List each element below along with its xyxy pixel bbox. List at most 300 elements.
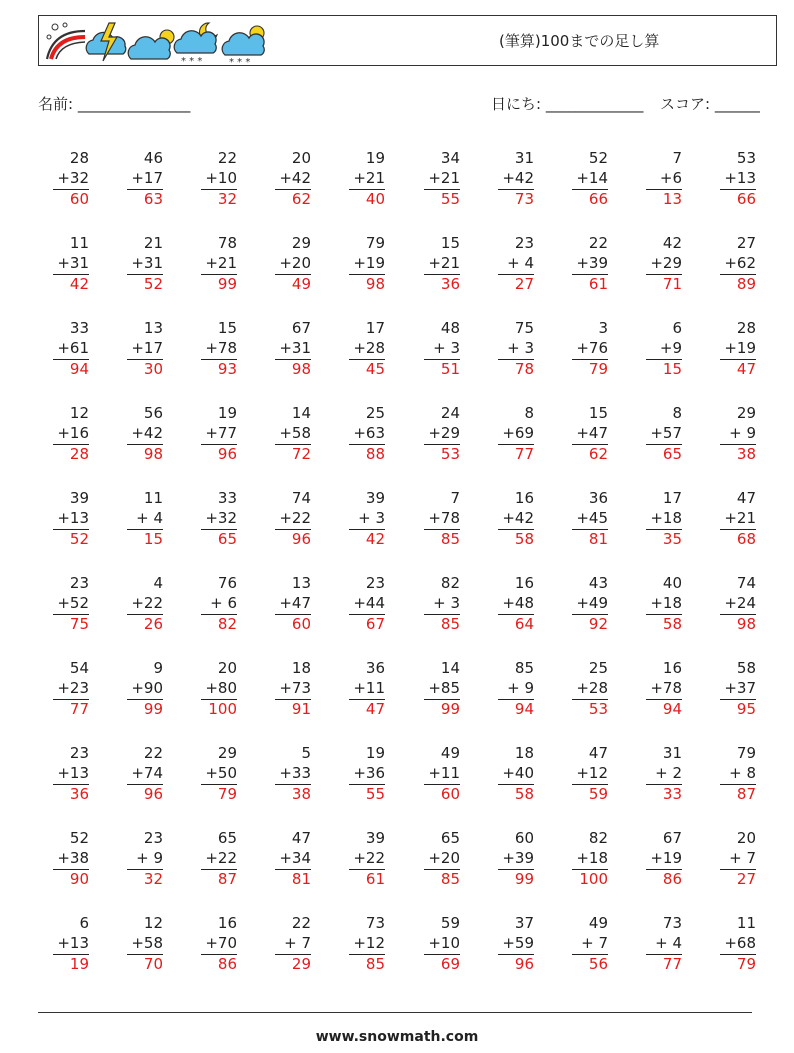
addend: +22 — [205, 848, 237, 867]
answer: 100 — [201, 699, 237, 718]
addend: +18 — [576, 848, 608, 867]
top-number: 40 — [662, 574, 682, 592]
problem-9-5 — [337, 829, 385, 888]
top-number: 19 — [365, 149, 385, 167]
addend: +21 — [724, 508, 756, 527]
addend: +68 — [724, 933, 756, 952]
problem-4-10 — [708, 404, 756, 463]
problem-6-1 — [41, 574, 89, 633]
addend: +47 — [279, 593, 311, 612]
addend: +42 — [279, 168, 311, 187]
top-number: 22 — [217, 149, 237, 167]
answer: 49 — [275, 274, 311, 293]
answer: 62 — [572, 444, 608, 463]
problem-1-10 — [708, 149, 756, 208]
top-number: 49 — [440, 744, 460, 762]
problem-5-10 — [708, 489, 756, 548]
top-number: 23 — [69, 744, 89, 762]
answer: 94 — [646, 699, 682, 718]
problem-10-5 — [337, 914, 385, 973]
problem-9-8 — [560, 829, 608, 888]
answer: 96 — [127, 784, 163, 803]
problem-7-2 — [115, 659, 163, 718]
answer: 81 — [572, 529, 608, 548]
addend: +19 — [724, 338, 756, 357]
top-number: 8 — [672, 404, 682, 422]
addend: +70 — [205, 933, 237, 952]
addend: +76 — [576, 338, 608, 357]
answer: 65 — [201, 529, 237, 548]
answer: 96 — [498, 954, 534, 973]
problem-1-9 — [634, 149, 682, 208]
top-number: 7 — [450, 489, 460, 507]
problem-10-8 — [560, 914, 608, 973]
answer: 29 — [275, 954, 311, 973]
top-number: 18 — [291, 659, 311, 677]
answer: 32 — [127, 869, 163, 888]
addend: + 4 — [655, 933, 682, 952]
addend: +22 — [353, 848, 385, 867]
answer: 77 — [53, 699, 89, 718]
addend: + 3 — [433, 338, 460, 357]
answer: 55 — [349, 784, 385, 803]
problem-10-10 — [708, 914, 756, 973]
top-number: 15 — [588, 404, 608, 422]
addend: +36 — [353, 763, 385, 782]
top-number: 54 — [69, 659, 89, 677]
answer: 58 — [646, 614, 682, 633]
answer: 32 — [201, 189, 237, 208]
top-number: 25 — [588, 659, 608, 677]
answer: 86 — [646, 869, 682, 888]
problem-7-10 — [708, 659, 756, 718]
addend: + 8 — [729, 763, 756, 782]
problem-3-5 — [337, 319, 385, 378]
answer: 64 — [498, 614, 534, 633]
top-number: 28 — [736, 319, 756, 337]
problem-1-3 — [189, 149, 237, 208]
answer: 81 — [275, 869, 311, 888]
top-number: 74 — [736, 574, 756, 592]
top-number: 53 — [736, 149, 756, 167]
addend: +14 — [576, 168, 608, 187]
problem-10-4 — [263, 914, 311, 973]
addend: +28 — [576, 678, 608, 697]
addend: +45 — [576, 508, 608, 527]
problem-10-3 — [189, 914, 237, 973]
addend: +20 — [279, 253, 311, 272]
top-number: 22 — [143, 744, 163, 762]
svg-text:* * *: * * * — [181, 56, 203, 65]
top-number: 78 — [217, 234, 237, 252]
problem-6-7 — [486, 574, 534, 633]
addend: +42 — [131, 423, 163, 442]
svg-text:* * *: * * * — [229, 57, 251, 65]
problem-7-4 — [263, 659, 311, 718]
addend: + 7 — [729, 848, 756, 867]
top-number: 5 — [301, 744, 311, 762]
top-number: 14 — [440, 659, 460, 677]
sun-snow-cloud-icon — [222, 26, 264, 65]
answer: 79 — [572, 359, 608, 378]
top-number: 15 — [217, 319, 237, 337]
addend: + 6 — [210, 593, 237, 612]
addend: +24 — [724, 593, 756, 612]
answer: 86 — [201, 954, 237, 973]
top-number: 58 — [736, 659, 756, 677]
answer: 36 — [53, 784, 89, 803]
answer: 93 — [201, 359, 237, 378]
top-number: 52 — [588, 149, 608, 167]
top-number: 36 — [588, 489, 608, 507]
name-field: 名前: _______________ — [38, 95, 191, 113]
top-number: 21 — [143, 234, 163, 252]
addend: +73 — [279, 678, 311, 697]
answer: 79 — [201, 784, 237, 803]
problem-6-6 — [412, 574, 460, 633]
date-field: 日にち: _____________ — [491, 95, 644, 113]
addend: + 7 — [581, 933, 608, 952]
problem-3-7 — [486, 319, 534, 378]
problem-8-3 — [189, 744, 237, 803]
addend: +17 — [131, 168, 163, 187]
addend: + 3 — [358, 508, 385, 527]
addend: +42 — [502, 508, 534, 527]
answer: 96 — [275, 529, 311, 548]
problem-9-4 — [263, 829, 311, 888]
answer: 38 — [275, 784, 311, 803]
problem-4-8 — [560, 404, 608, 463]
top-number: 7 — [672, 149, 682, 167]
addend: +90 — [131, 678, 163, 697]
addend: +21 — [428, 168, 460, 187]
header-box — [38, 15, 777, 66]
problem-8-9 — [634, 744, 682, 803]
problem-8-10 — [708, 744, 756, 803]
problem-2-8 — [560, 234, 608, 293]
top-number: 36 — [365, 659, 385, 677]
top-number: 23 — [514, 234, 534, 252]
problem-3-8 — [560, 319, 608, 378]
addend: +58 — [131, 933, 163, 952]
problem-7-8 — [560, 659, 608, 718]
top-number: 13 — [143, 319, 163, 337]
top-number: 16 — [662, 659, 682, 677]
top-number: 33 — [69, 319, 89, 337]
addend: +44 — [353, 593, 385, 612]
top-number: 65 — [217, 829, 237, 847]
problem-1-2 — [115, 149, 163, 208]
answer: 62 — [275, 189, 311, 208]
answer: 59 — [572, 784, 608, 803]
problem-4-7 — [486, 404, 534, 463]
answer: 70 — [127, 954, 163, 973]
top-number: 31 — [514, 149, 534, 167]
problem-6-2 — [115, 574, 163, 633]
top-number: 23 — [143, 829, 163, 847]
top-number: 47 — [588, 744, 608, 762]
answer: 72 — [275, 444, 311, 463]
addend: +49 — [576, 593, 608, 612]
answer: 33 — [646, 784, 682, 803]
problem-8-5 — [337, 744, 385, 803]
problem-5-7 — [486, 489, 534, 548]
answer: 28 — [53, 444, 89, 463]
addend: +20 — [428, 848, 460, 867]
top-number: 85 — [514, 659, 534, 677]
addend: +12 — [353, 933, 385, 952]
top-number: 12 — [69, 404, 89, 422]
top-number: 16 — [514, 574, 534, 592]
addend: +31 — [131, 253, 163, 272]
addend: +77 — [205, 423, 237, 442]
top-number: 67 — [662, 829, 682, 847]
top-number: 24 — [440, 404, 460, 422]
top-number: 29 — [291, 234, 311, 252]
top-number: 19 — [365, 744, 385, 762]
top-number: 60 — [514, 829, 534, 847]
top-number: 59 — [440, 914, 460, 932]
top-number: 52 — [69, 829, 89, 847]
addend: +13 — [724, 168, 756, 187]
answer: 42 — [53, 274, 89, 293]
addend: +31 — [57, 253, 89, 272]
addend: + 3 — [433, 593, 460, 612]
top-number: 23 — [69, 574, 89, 592]
addend: +17 — [131, 338, 163, 357]
answer: 27 — [498, 274, 534, 293]
problem-1-7 — [486, 149, 534, 208]
problem-4-4 — [263, 404, 311, 463]
addend: +78 — [428, 508, 460, 527]
addend: +52 — [57, 593, 89, 612]
problem-3-3 — [189, 319, 237, 378]
problem-2-7 — [486, 234, 534, 293]
addend: +9 — [659, 338, 682, 357]
addend: +40 — [502, 763, 534, 782]
answer: 85 — [349, 954, 385, 973]
top-number: 65 — [440, 829, 460, 847]
addend: +61 — [57, 338, 89, 357]
addend: +18 — [650, 508, 682, 527]
top-number: 22 — [291, 914, 311, 932]
addend: + 9 — [507, 678, 534, 697]
answer: 38 — [720, 444, 756, 463]
answer: 99 — [498, 869, 534, 888]
addend: + 7 — [284, 933, 311, 952]
answer: 51 — [424, 359, 460, 378]
answer: 98 — [275, 359, 311, 378]
addend: +16 — [57, 423, 89, 442]
weather-icons — [43, 19, 273, 65]
problem-8-7 — [486, 744, 534, 803]
problem-10-9 — [634, 914, 682, 973]
top-number: 56 — [143, 404, 163, 422]
problem-3-1 — [41, 319, 89, 378]
problem-7-5 — [337, 659, 385, 718]
answer: 60 — [424, 784, 460, 803]
addend: +22 — [131, 593, 163, 612]
problem-4-3 — [189, 404, 237, 463]
top-number: 49 — [588, 914, 608, 932]
top-number: 74 — [291, 489, 311, 507]
addend: + 9 — [136, 848, 163, 867]
problem-2-5 — [337, 234, 385, 293]
problem-5-2 — [115, 489, 163, 548]
problem-2-1 — [41, 234, 89, 293]
top-number: 82 — [588, 829, 608, 847]
top-number: 19 — [217, 404, 237, 422]
addend: +6 — [659, 168, 682, 187]
addend: +39 — [576, 253, 608, 272]
addend: +34 — [279, 848, 311, 867]
problem-7-7 — [486, 659, 534, 718]
answer: 65 — [646, 444, 682, 463]
answer: 95 — [720, 699, 756, 718]
top-number: 73 — [365, 914, 385, 932]
problem-4-2 — [115, 404, 163, 463]
problem-2-9 — [634, 234, 682, 293]
addend: +32 — [57, 168, 89, 187]
answer: 63 — [127, 189, 163, 208]
top-number: 3 — [598, 319, 608, 337]
problem-3-10 — [708, 319, 756, 378]
addend: +59 — [502, 933, 534, 952]
problem-6-9 — [634, 574, 682, 633]
answer: 53 — [572, 699, 608, 718]
problem-6-4 — [263, 574, 311, 633]
lightning-cloud-icon — [86, 23, 126, 61]
top-number: 20 — [736, 829, 756, 847]
top-number: 39 — [365, 829, 385, 847]
answer: 100 — [572, 869, 608, 888]
answer: 96 — [201, 444, 237, 463]
problem-6-8 — [560, 574, 608, 633]
addend: + 4 — [136, 508, 163, 527]
problem-3-6 — [412, 319, 460, 378]
answer: 91 — [275, 699, 311, 718]
top-number: 4 — [153, 574, 163, 592]
footer-divider — [38, 1012, 752, 1013]
problem-9-3 — [189, 829, 237, 888]
answer: 58 — [498, 529, 534, 548]
addend: +78 — [205, 338, 237, 357]
answer: 42 — [349, 529, 385, 548]
top-number: 18 — [514, 744, 534, 762]
answer: 61 — [349, 869, 385, 888]
problem-2-10 — [708, 234, 756, 293]
addend: +47 — [576, 423, 608, 442]
top-number: 75 — [514, 319, 534, 337]
top-number: 16 — [514, 489, 534, 507]
top-number: 14 — [291, 404, 311, 422]
top-number: 11 — [736, 914, 756, 932]
addend: +19 — [650, 848, 682, 867]
answer: 15 — [127, 529, 163, 548]
addend: +12 — [576, 763, 608, 782]
answer: 94 — [498, 699, 534, 718]
top-number: 29 — [736, 404, 756, 422]
top-number: 27 — [736, 234, 756, 252]
answer: 68 — [720, 529, 756, 548]
answer: 55 — [424, 189, 460, 208]
answer: 78 — [498, 359, 534, 378]
sun-cloud-icon — [128, 30, 174, 59]
top-number: 12 — [143, 914, 163, 932]
addend: +38 — [57, 848, 89, 867]
top-number: 31 — [662, 744, 682, 762]
top-number: 17 — [662, 489, 682, 507]
top-number: 20 — [217, 659, 237, 677]
answer: 36 — [424, 274, 460, 293]
addend: +13 — [57, 508, 89, 527]
problem-5-1 — [41, 489, 89, 548]
problem-5-8 — [560, 489, 608, 548]
problem-6-5 — [337, 574, 385, 633]
problem-2-4 — [263, 234, 311, 293]
footer-website: www.snowmath.com — [315, 1029, 479, 1045]
addend: +28 — [353, 338, 385, 357]
problem-5-9 — [634, 489, 682, 548]
addend: +69 — [502, 423, 534, 442]
answer: 66 — [572, 189, 608, 208]
problem-1-6 — [412, 149, 460, 208]
top-number: 33 — [217, 489, 237, 507]
addend: +50 — [205, 763, 237, 782]
problem-5-3 — [189, 489, 237, 548]
addend: +80 — [205, 678, 237, 697]
top-number: 48 — [440, 319, 460, 337]
answer: 30 — [127, 359, 163, 378]
answer: 98 — [127, 444, 163, 463]
answer: 15 — [646, 359, 682, 378]
top-number: 79 — [365, 234, 385, 252]
answer: 87 — [720, 784, 756, 803]
top-number: 17 — [365, 319, 385, 337]
problem-2-2 — [115, 234, 163, 293]
problem-8-6 — [412, 744, 460, 803]
answer: 98 — [720, 614, 756, 633]
problem-9-1 — [41, 829, 89, 888]
addend: +23 — [57, 678, 89, 697]
addend: +21 — [353, 168, 385, 187]
problem-7-6 — [412, 659, 460, 718]
problem-4-9 — [634, 404, 682, 463]
rainbow-icon — [47, 23, 85, 59]
addend: +33 — [279, 763, 311, 782]
problem-2-6 — [412, 234, 460, 293]
problem-6-3 — [189, 574, 237, 633]
answer: 87 — [201, 869, 237, 888]
addend: +48 — [502, 593, 534, 612]
problem-7-3 — [189, 659, 237, 718]
answer: 98 — [349, 274, 385, 293]
answer: 85 — [424, 614, 460, 633]
problem-5-5 — [337, 489, 385, 548]
score-field: スコア: ______ — [660, 95, 760, 113]
addend: +58 — [279, 423, 311, 442]
problem-1-1 — [41, 149, 89, 208]
answer: 77 — [646, 954, 682, 973]
problem-10-6 — [412, 914, 460, 973]
answer: 99 — [424, 699, 460, 718]
addend: +42 — [502, 168, 534, 187]
top-number: 39 — [69, 489, 89, 507]
addend: +32 — [205, 508, 237, 527]
problem-3-4 — [263, 319, 311, 378]
problem-8-4 — [263, 744, 311, 803]
top-number: 6 — [79, 914, 89, 932]
